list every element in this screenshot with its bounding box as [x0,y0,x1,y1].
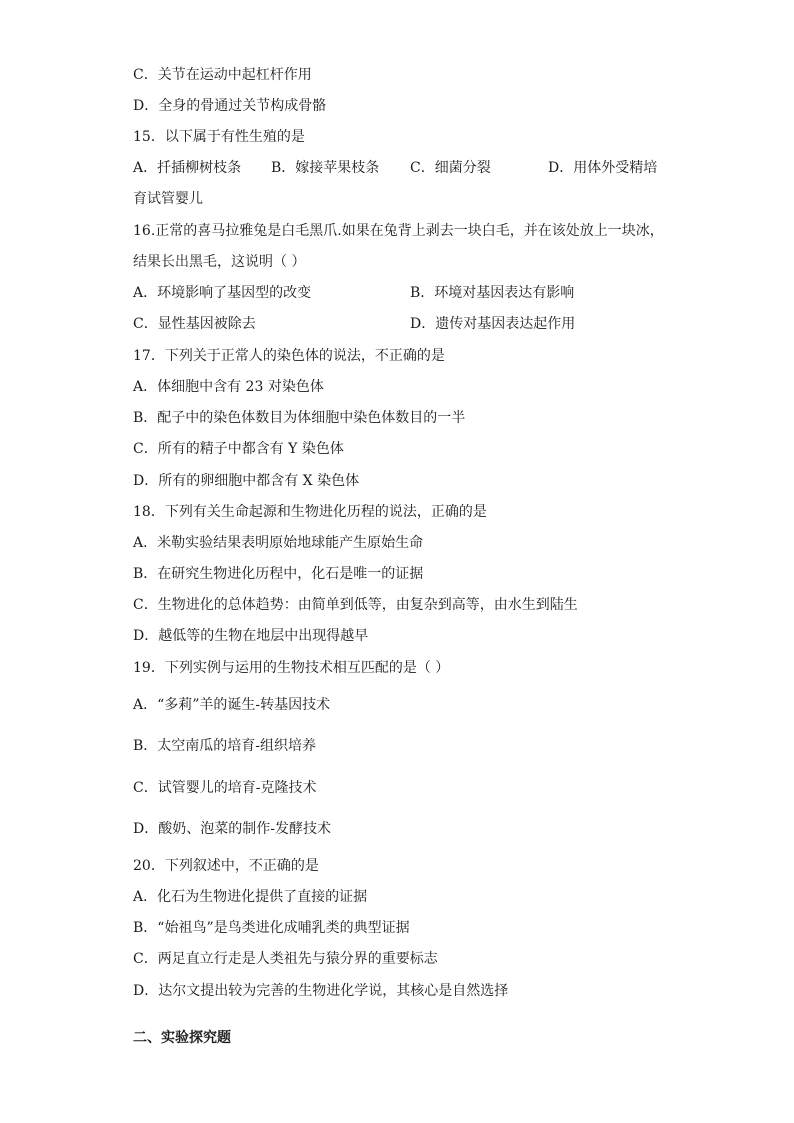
q16-option-b: B．环境对基因表达有影响 [410,285,575,301]
q20-stem: 20．下列叙述中，不正确的是 [133,858,319,874]
q20-option-a: A．化石为生物进化提供了直接的证据 [133,889,368,905]
q18-option-b: B．在研究生物进化历程中，化石是唯一的证据 [133,566,424,582]
q20-option-c: C．两足直立行走是人类祖先与猿分界的重要标志 [133,951,438,967]
q15-option-d-continued: 育试管婴儿 [133,191,203,207]
q18-option-a: A．米勒实验结果表明原始地球能产生原始生命 [133,535,424,551]
q20-option-d: D．达尔文提出较为完善的生物进化学说，其核心是自然选择 [133,983,509,999]
q18-stem: 18．下列有关生命起源和生物进化历程的说法，正确的是 [133,504,487,520]
q16-options-row-2 [133,315,693,333]
q17-option-a: A．体细胞中含有 23 对染色体 [133,379,324,395]
q18-option-d: D．越低等的生物在地层中出现得越早 [133,628,369,644]
q15-option-b: B．嫁接苹果枝条 [271,160,380,176]
q19-option-d: D．酸奶、泡菜的制作-发酵技术 [133,821,331,837]
q15-options-row [133,159,693,177]
q17-option-d: D．所有的卵细胞中都含有 X 染色体 [133,473,360,489]
q19-option-c: C．试管婴儿的培育-克隆技术 [133,780,317,796]
q18-option-c: C．生物进化的总体趋势：由简单到低等，由复杂到高等，由水生到陆生 [133,597,578,613]
q17-option-c: C．所有的精子中都含有 Y 染色体 [133,441,344,457]
q16-stem-line1: 16.正常的喜马拉雅兔是白毛黑爪.如果在兔背上剥去一块白毛，并在该处放上一块冰， [133,223,664,239]
q19-stem: 19．下列实例与运用的生物技术相互匹配的是（ ） [133,660,450,676]
q15-stem: 15．以下属于有性生殖的是 [133,129,305,145]
q17-stem: 17．下列关于正常人的染色体的说法，不正确的是 [133,348,445,364]
section-title: 二、实验探究题 [133,1030,231,1046]
q16-option-d: D．遗传对基因表达起作用 [410,316,576,332]
q19-option-b: B．太空南瓜的培育-组织培养 [133,738,317,754]
q16-option-a: A．环境影响了基因型的改变 [133,285,312,301]
q19-option-a: A．“多莉”羊的诞生-转基因技术 [133,697,331,713]
q17-option-b: B．配子中的染色体数目为体细胞中染色体数目的一半 [133,410,466,426]
q16-options-row-1 [133,284,693,302]
q15-option-c: C．细菌分裂 [410,160,491,176]
q16-option-c: C．显性基因被除去 [133,316,256,332]
q15-option-a: A．扦插柳树枝条 [133,160,242,176]
q16-stem-line2: 结果长出黑毛，这说明（ ） [133,254,306,270]
q15-option-d: D．用体外受精培 [548,160,658,176]
q14-option-d: D．全身的骨通过关节构成骨骼 [133,98,327,114]
q14-option-c: C．关节在运动中起杠杆作用 [133,67,312,83]
q20-option-b: B．“始祖鸟”是鸟类进化成哺乳类的典型证据 [133,920,410,936]
